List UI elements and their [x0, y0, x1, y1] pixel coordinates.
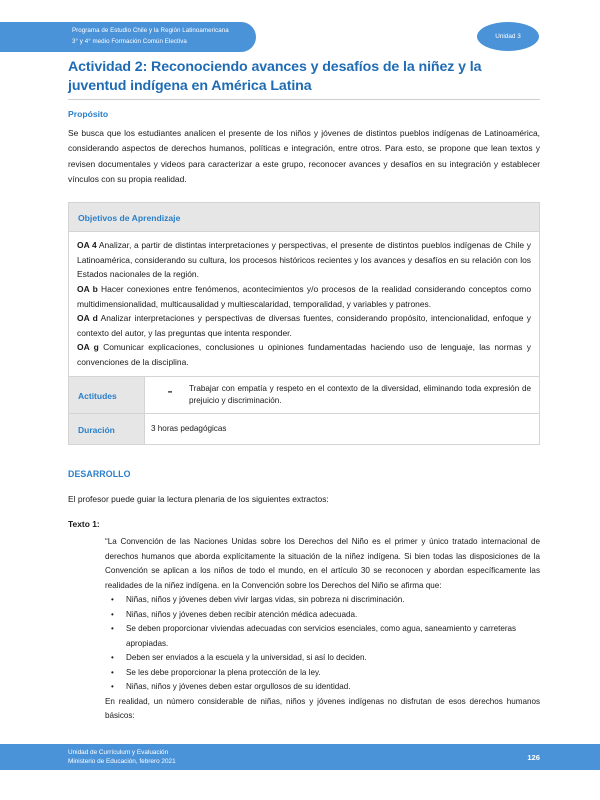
program-line-2: 3° y 4° medio Formación Común Electiva: [72, 37, 187, 45]
list-item-text: Se les debe proporcionar la plena protección de la ley.: [126, 667, 321, 677]
page-title: [68, 58, 540, 96]
actitudes-label: Actitudes: [78, 390, 117, 401]
oa-text: Hacer conexiones entre fenómenos, acontecimientos y/o procesos de la realidad considerando conceptos como multidimensionalidad, multicausalidad y multiescalaridad, temporalidad, y variables y patrones.: [77, 283, 532, 309]
oa-code: OA b: [77, 283, 98, 294]
oa-item: [77, 282, 531, 311]
oa-code: OA g: [77, 342, 99, 353]
objetivos-body-row: [69, 232, 540, 376]
objetivos-header-cell: [69, 203, 540, 232]
actitudes-row: [69, 376, 540, 414]
list-item: [105, 651, 540, 666]
duracion-label-cell: [69, 414, 145, 445]
document-header: [0, 0, 600, 58]
objetivos-table: [68, 202, 540, 445]
desarrollo-section: [68, 469, 540, 724]
actitudes-dash: -: [167, 382, 173, 400]
program-banner: [0, 22, 256, 52]
quote-intro: “La Convención de las Naciones Unidas sobre los Derechos del Niño es el primer y único tratado internacional de derechos humanos que aborda explícitamente la situación de la niñez indígena. Si bien todas las disposiciones de la Convención se aplican a los niños de todo el mundo, en el artículo 30 se reconocen y abordan específicamente las realidades de la niñez indígena. en la Convención sobre los Derechos del Niño se afirma que:: [105, 537, 540, 590]
list-item-text: Deben ser enviados a la escuela y la universidad, si así lo deciden.: [126, 653, 367, 663]
duracion-text: 3 horas pedagógicas: [151, 424, 227, 434]
rights-list: [105, 593, 540, 695]
list-item: [105, 622, 540, 651]
activity-title-line-1: Actividad 2: Reconociendo avances y desafíos de la niñez y la: [68, 59, 482, 75]
list-item-text: Se deben proporcionar viviendas adecuadas con servicios esenciales, como agua, saneamiento y carreteras apropiadas.: [126, 624, 517, 648]
proposito-section: [68, 109, 540, 187]
unit-badge: Unidad 3: [477, 22, 539, 51]
oa-item: [77, 311, 531, 340]
oa-text: Comunicar explicaciones, conclusiones u opiniones fundamentadas haciendo uso de lenguaje, las normas y convenciones de la disciplina.: [77, 342, 532, 367]
quote-block: [105, 535, 540, 724]
list-item: [105, 680, 540, 695]
list-item-text: Niñas, niños y jóvenes deben estar orgullosos de su identidad.: [126, 682, 351, 692]
page-content: [68, 58, 540, 724]
program-line-1: Programa de Estudio Chile y la Región Latinoamericana: [72, 27, 229, 34]
bullet-icon: •: [111, 595, 114, 605]
bullet-icon: •: [111, 609, 114, 619]
objetivos-heading: Objetivos de Aprendizaje: [78, 213, 181, 224]
objetivos-header-row: [69, 203, 540, 232]
list-item: [105, 593, 540, 608]
activity-title-line-2: juventud indígena en América Latina: [68, 78, 312, 94]
proposito-heading: Propósito: [68, 109, 109, 119]
list-item-text: Niñas, niños y jóvenes deben recibir atención médica adecuada.: [126, 609, 358, 619]
desarrollo-heading: DESARROLLO: [68, 469, 131, 480]
oa-text: Analizar interpretaciones y perspectivas de diversas fuentes, considerando propósito, intencionalidad, enfoque y contexto del autor, y las preguntas que intenta responder.: [77, 313, 532, 338]
bullet-icon: •: [111, 624, 114, 634]
list-item: [105, 666, 540, 681]
oa-code: OA d: [77, 313, 98, 324]
document-footer: [0, 744, 600, 770]
oa-item: [77, 238, 531, 282]
bullet-icon: •: [111, 653, 114, 663]
footer-credits: [68, 748, 176, 767]
oa-code: OA 4: [77, 240, 97, 251]
list-item: [105, 608, 540, 623]
quote-outro: En realidad, un número considerable de niñas, niños y jóvenes indígenas no disfrutan de esos derechos humanos básicos:: [105, 696, 540, 721]
bullet-icon: •: [111, 667, 114, 677]
bullet-icon: •: [111, 682, 114, 692]
duracion-label: Duración: [78, 425, 115, 436]
proposito-text: Se busca que los estudiantes analicen el presente de los niños y jóvenes de distintos pueblos indígenas de Latinoamérica, considerando aspectos de derechos humanos, políticas e integración, entre otros. Para esto, se propone que lean textos y revisen documentales y videos para caracterizar a este grupo, reconocer avances y desafíos en su integración y establecer vínculos con su propia realidad.: [68, 128, 540, 184]
actitudes-text: Trabajar con empatía y respeto en el contexto de la diversidad, eliminando toda expresión de prejuicio y discriminación.: [189, 383, 531, 405]
footer-line-2: Ministerio de Educación, febrero 2021: [68, 758, 176, 765]
page-number: 126: [527, 752, 540, 762]
duracion-row: [69, 414, 540, 445]
duracion-value-cell: [145, 414, 540, 445]
oa-text: Analizar, a partir de distintas interpretaciones y perspectivas, el presente de distintos pueblos indígenas de Chile y Latinoamérica, considerando su cultura, los procesos históricos recientes y los avances y desafíos en su relación con los Estados nacionales de la región.: [77, 240, 531, 280]
actitudes-label-cell: [69, 376, 145, 414]
title-divider: [68, 99, 540, 100]
list-item-text: Niñas, niños y jóvenes deben vivir largas vidas, sin pobreza ni discriminación.: [126, 595, 405, 605]
actitudes-value-cell: [145, 376, 540, 414]
objetivos-body-cell: [69, 232, 540, 376]
footer-line-1: Unidad de Currículum y Evaluación: [68, 748, 169, 756]
texto-label: Texto 1:: [68, 519, 100, 530]
oa-item: [77, 340, 531, 369]
desarrollo-intro: El profesor puede guiar la lectura plenaria de los siguientes extractos:: [68, 494, 329, 505]
